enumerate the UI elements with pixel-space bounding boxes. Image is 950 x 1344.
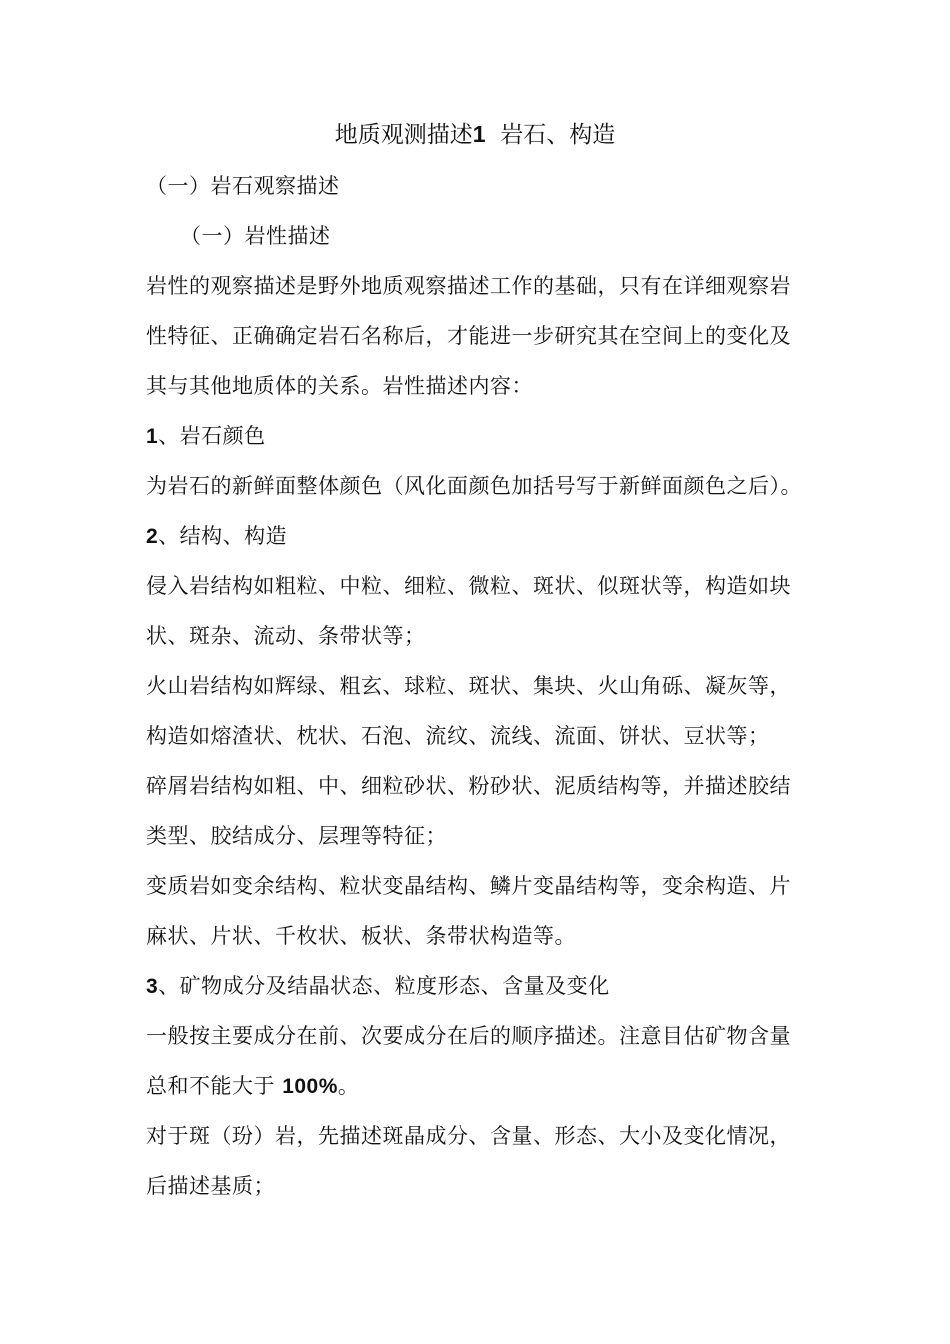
item-number: 1 bbox=[146, 425, 159, 448]
item-heading-2 bbox=[146, 521, 287, 552]
item-number: 3 bbox=[146, 975, 159, 998]
item-heading-1 bbox=[146, 421, 266, 452]
document-title bbox=[0, 118, 950, 151]
paragraph-line: 变质岩如变余结构、粒状变晶结构、鳞片变晶结构等，变余构造、片 bbox=[146, 874, 791, 898]
subsection-heading: （一）岩性描述 bbox=[180, 224, 331, 248]
title-text-a: 地质观测描述 bbox=[334, 122, 473, 148]
paragraph-line: 后描述基质； bbox=[146, 1174, 275, 1198]
paragraph-line: 一般按主要成分在前、次要成分在后的顺序描述。注意目估矿物含量 bbox=[146, 1024, 791, 1048]
paragraph-line: 麻状、片状、千枚状、板状、条带状构造等。 bbox=[146, 924, 576, 948]
text-run: 。 bbox=[337, 1074, 360, 1098]
paragraph-line: 火山岩结构如辉绿、粗玄、球粒、斑状、集块、火山角砾、凝灰等， bbox=[146, 674, 791, 698]
item-heading-3 bbox=[146, 971, 610, 1002]
item-heading-text: 、岩石颜色 bbox=[158, 424, 266, 448]
paragraph-line: 碎屑岩结构如粗、中、细粒砂状、粉砂状、泥质结构等，并描述胶结 bbox=[146, 774, 791, 798]
text-run: 总和不能大于 bbox=[146, 1074, 275, 1098]
paragraph-line: 类型、胶结成分、层理等特征； bbox=[146, 824, 447, 848]
item-heading-text: 、结构、构造 bbox=[158, 524, 288, 548]
paragraph-line: 为岩石的新鲜面整体颜色（风化面颜色加括号写于新鲜面颜色之后）。 bbox=[146, 474, 802, 498]
paragraph-line: 其与其他地质体的关系。岩性描述内容： bbox=[146, 374, 533, 398]
paragraph-line: 性特征、正确确定岩石名称后，才能进一步研究其在空间上的变化及 bbox=[146, 324, 791, 348]
paragraph-line: 构造如熔渣状、枕状、石泡、流纹、流线、流面、饼状、豆状等； bbox=[146, 724, 770, 748]
paragraph-line: 状、斑杂、流动、条带状等； bbox=[146, 624, 426, 648]
paragraph-line: 对于斑（玢）岩，先描述斑晶成分、含量、形态、大小及变化情况， bbox=[146, 1124, 791, 1148]
item-number: 2 bbox=[146, 525, 159, 548]
item-heading-text: 、矿物成分及结晶状态、粒度形态、含量及变化 bbox=[158, 974, 610, 998]
title-number: 1 bbox=[472, 121, 486, 147]
paragraph-line: 侵入岩结构如粗粒、中粒、细粒、微粒、斑状、似斑状等，构造如块 bbox=[146, 574, 791, 598]
percent-value: 100% bbox=[282, 1075, 338, 1098]
section-heading: （一）岩石观察描述 bbox=[146, 174, 340, 198]
paragraph-line bbox=[146, 1071, 359, 1102]
paragraph-line: 岩性的观察描述是野外地质观察描述工作的基础，只有在详细观察岩 bbox=[146, 274, 791, 298]
title-text-b: 岩石、构造 bbox=[500, 122, 616, 148]
